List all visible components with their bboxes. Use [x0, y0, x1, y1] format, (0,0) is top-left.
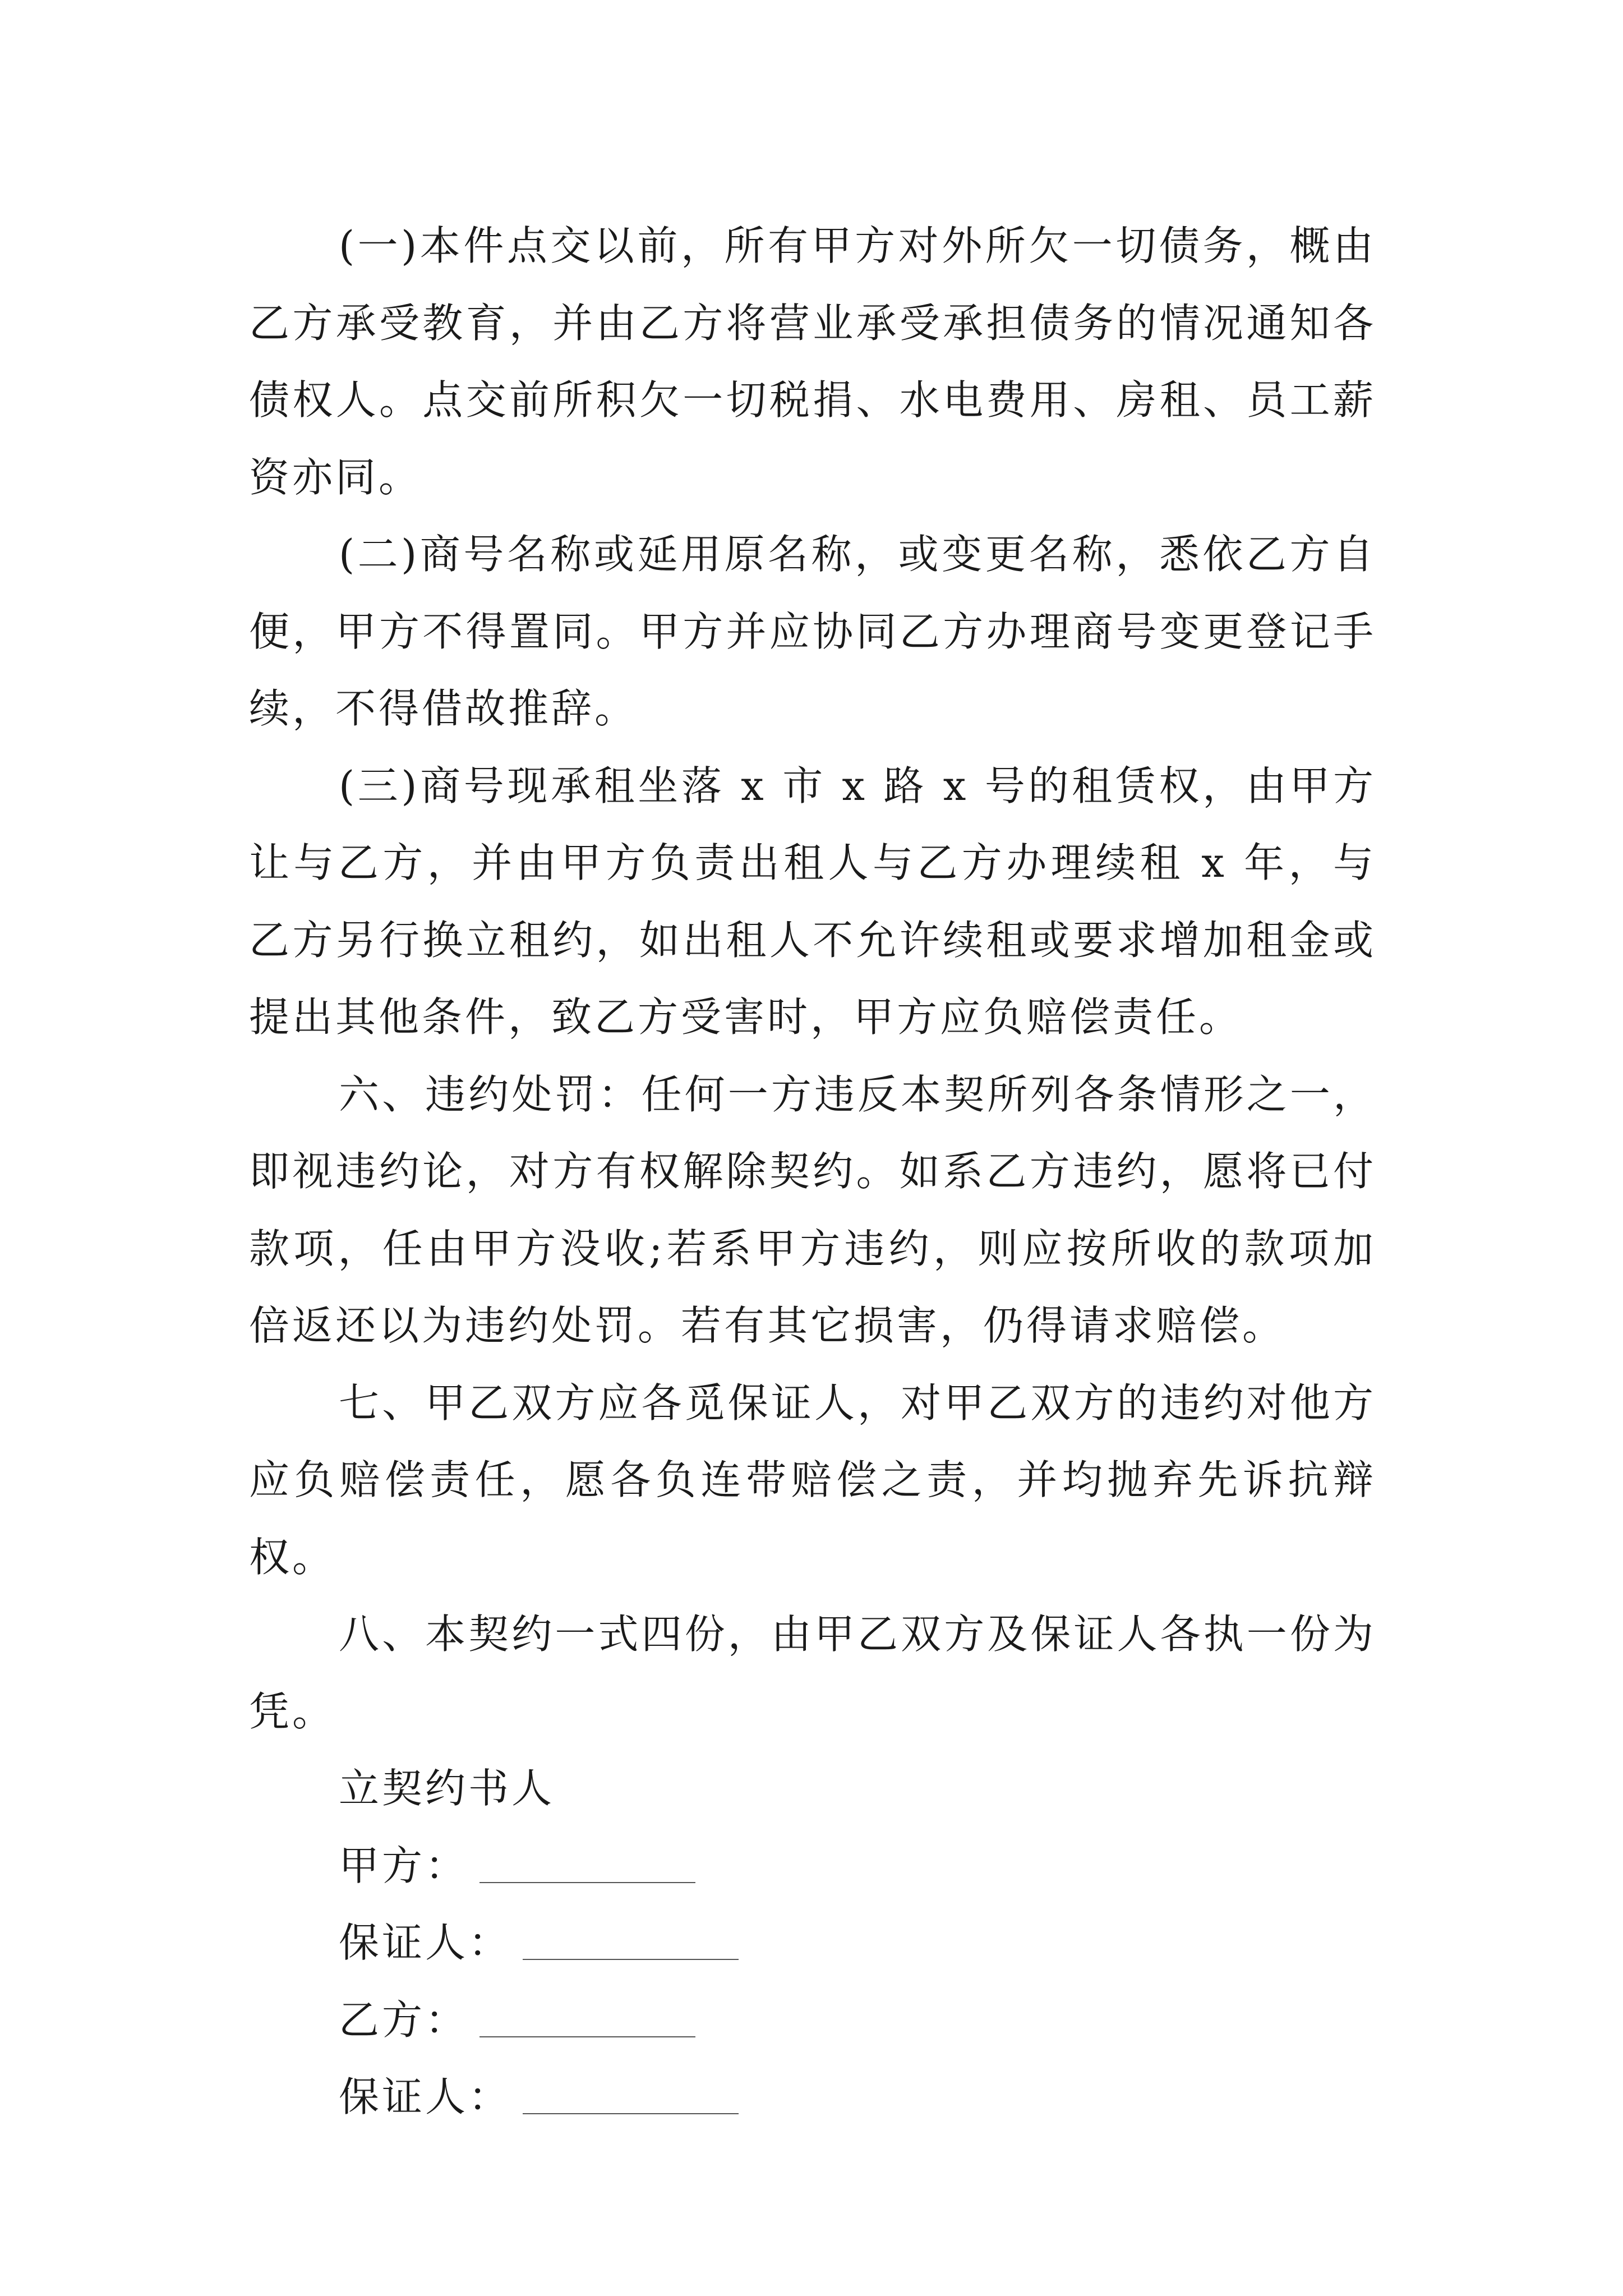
- party-a-label: 甲方：: [339, 1842, 469, 1889]
- signature-heading-line: [249, 1750, 1376, 1828]
- party-b-line: [249, 1982, 1376, 2059]
- guarantor-a-label: 保证人：: [339, 1919, 512, 1966]
- signature-block: [249, 1750, 1376, 2136]
- guarantor-a-signature-blank[interactable]: [523, 1959, 739, 1960]
- party-b-label: 乙方：: [339, 1996, 469, 2044]
- clause-2-trade-name: (二)商号名称或延用原名称，或变更名称，悉依乙方自便，甲方不得置同。甲方并应协同乙方办理商号变更登记手续，不得借故推辞。: [249, 531, 1376, 732]
- guarantor-b-label: 保证人：: [339, 2073, 512, 2120]
- party-a-signature-blank[interactable]: [479, 1882, 695, 1883]
- signature-heading: 立契约书人: [339, 1765, 555, 1812]
- clause-1-debts: (一)本件点交以前，所有甲方对外所欠一切债务，概由乙方承受教育，并由乙方将营业承受承担债务的情况通知各债权人。点交前所积欠一切税捐、水电费用、房租、员工薪资亦同。: [249, 222, 1376, 501]
- clause-8-copies: 八、本契约一式四份，由甲乙双方及保证人各执一份为凭。: [249, 1611, 1376, 1735]
- clause-7-guarantors: 七、甲乙双方应各觅保证人，对甲乙双方的违约对他方应负赔偿责任，愿各负连带赔偿之责，并均抛弃先诉抗辩权。: [249, 1379, 1376, 1581]
- clause-6-breach: 六、违约处罚：任何一方违反本契所列各条情形之一，即视违约论，对方有权解除契约。如系乙方违约，愿将已付款项，任由甲方没收;若系甲方违约，则应按所收的款项加倍返还以为违约处罚。若有其它损害，仍得请求赔偿。: [249, 1070, 1376, 1349]
- clause-3-lease: (三)商号现承租坐落 x 市 x 路 x 号的租赁权，由甲方让与乙方，并由甲方负责出租人与乙方办理续租 x 年，与乙方另行换立租约，如出租人不允许续租或要求增加租金或提出其他条件，致乙方受害时，甲方应负赔偿责任。: [249, 762, 1376, 1041]
- guarantor-a-line: [249, 1904, 1376, 1982]
- guarantor-b-line: [249, 2059, 1376, 2136]
- party-b-signature-blank[interactable]: [479, 2036, 695, 2037]
- guarantor-b-signature-blank[interactable]: [523, 2113, 739, 2114]
- party-a-line: [249, 1828, 1376, 1905]
- document-body: [249, 208, 1376, 2136]
